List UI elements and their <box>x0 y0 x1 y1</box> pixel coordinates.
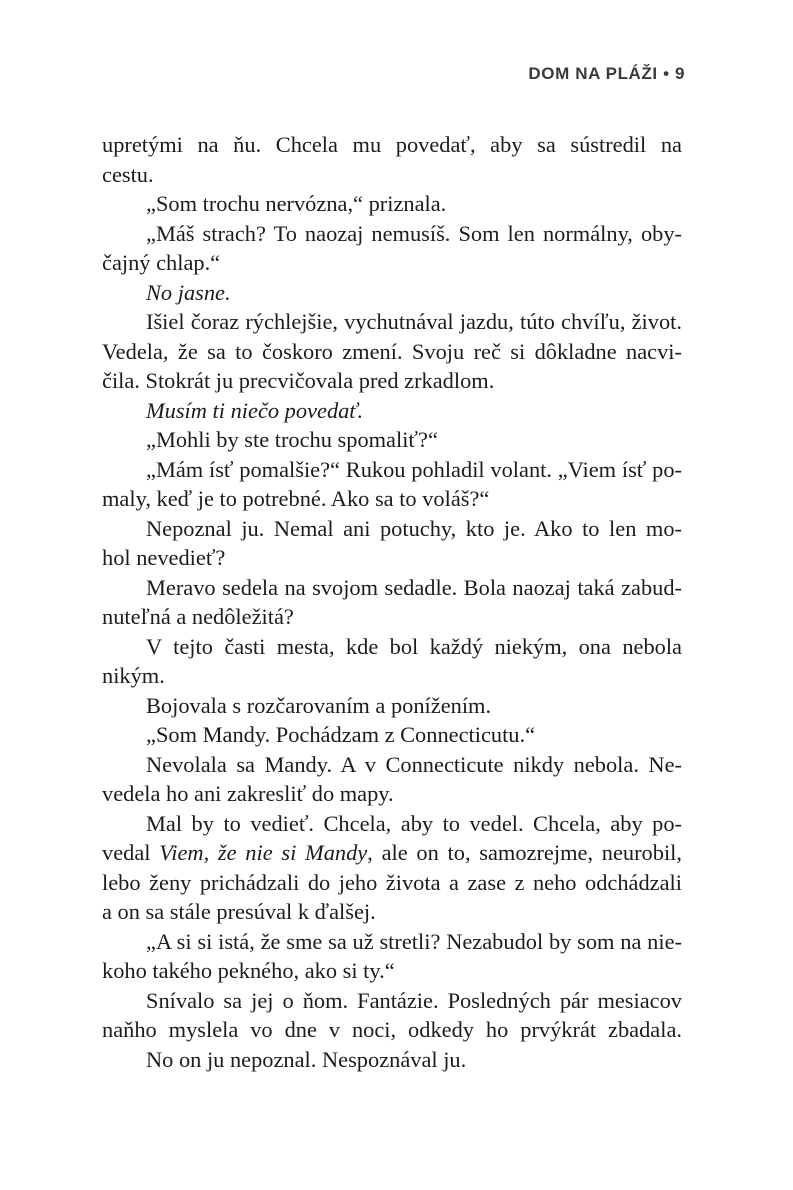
text-line: Musím ti niečo povedať. <box>146 397 364 423</box>
text-line: Nepoznal ju. Nemal ani potuchy, kto je. Ako to len mo- <box>146 515 682 541</box>
text-line: Išiel čoraz rýchlejšie, vychutnával jazdu, túto chvíľu, život. <box>146 309 682 334</box>
text-line: „Mám ísť pomalšie?“ Rukou pohladil volant. „Viem ísť po- <box>146 456 682 482</box>
body-text <box>102 130 682 1074</box>
text-line: Mal by to vedieť. Chcela, aby to vedel. Chcela, aby po- <box>146 810 682 836</box>
text-line <box>102 838 682 868</box>
text-line: čajný chlap.“ <box>102 250 221 275</box>
text-line: Nevolala sa Mandy. A v Connecticute nikdy nebola. Ne- <box>146 751 682 777</box>
text-line: maly, keď je to potrebné. Ako sa to voláš?“ <box>102 486 490 511</box>
text-line: čila. Stokrát ju precvičovala pred zrkadlom. <box>102 368 495 393</box>
italic-segment: Viem, že nie si Mandy <box>159 840 368 865</box>
text-line: No jasne. <box>146 279 231 305</box>
text-line: nikým. <box>102 663 165 688</box>
text-line: No on ju nepoznal. Nespoznával ju. <box>146 1046 467 1072</box>
text-line: Bojovala s rozčarovaním a ponížením. <box>146 692 492 718</box>
text-line: V tejto časti mesta, kde bol každý niekým, ona nebola <box>146 633 682 659</box>
text-line: nuteľná a nedôležitá? <box>102 604 294 629</box>
text-line: „Máš strach? To naozaj nemusíš. Som len normálny, oby- <box>146 220 682 246</box>
text-line: koho takého pekného, ako si ty.“ <box>102 958 395 983</box>
text-segment: , ale on to, samozrejme, neurobil, <box>367 840 682 865</box>
text-line: Vedela, že sa to čoskoro zmení. Svoju reč si dôkladne nacvi- <box>102 338 682 364</box>
text-line: „Som trochu nervózna,“ priznala. <box>146 191 447 216</box>
text-line: cestu. <box>102 161 154 187</box>
text-line: hol nevedieť? <box>102 545 226 570</box>
text-line: naňho myslela vo dne v noci, odkedy ho prvýkrát zbadala. <box>102 1017 682 1042</box>
running-header: DOM NA PLÁŽI • 9 <box>528 64 685 83</box>
text-line: vedela ho ani zakresliť do mapy. <box>102 781 394 806</box>
text-segment: vedal <box>102 840 160 865</box>
text-line: „A si si istá, že sme sa už stretli? Nezabudol by som na nie- <box>146 928 682 954</box>
text-line: „Mohli by ste trochu spomaliť?“ <box>146 427 438 452</box>
text-line: Meravo sedela na svojom sedadle. Bola naozaj taká zabud- <box>146 574 682 600</box>
text-line: lebo ženy prichádzali do jeho života a zase z neho odchádzali <box>102 869 682 895</box>
text-line: Snívalo sa jej o ňom. Fantázie. Posledných pár mesiacov <box>146 987 682 1013</box>
text-line: upretými na ňu. Chcela mu povedať, aby sa sústredil na <box>102 132 682 157</box>
text-line: „Som Mandy. Pochádzam z Connecticutu.“ <box>146 722 536 747</box>
text-line: a on sa stále presúval k ďalšej. <box>102 899 376 924</box>
